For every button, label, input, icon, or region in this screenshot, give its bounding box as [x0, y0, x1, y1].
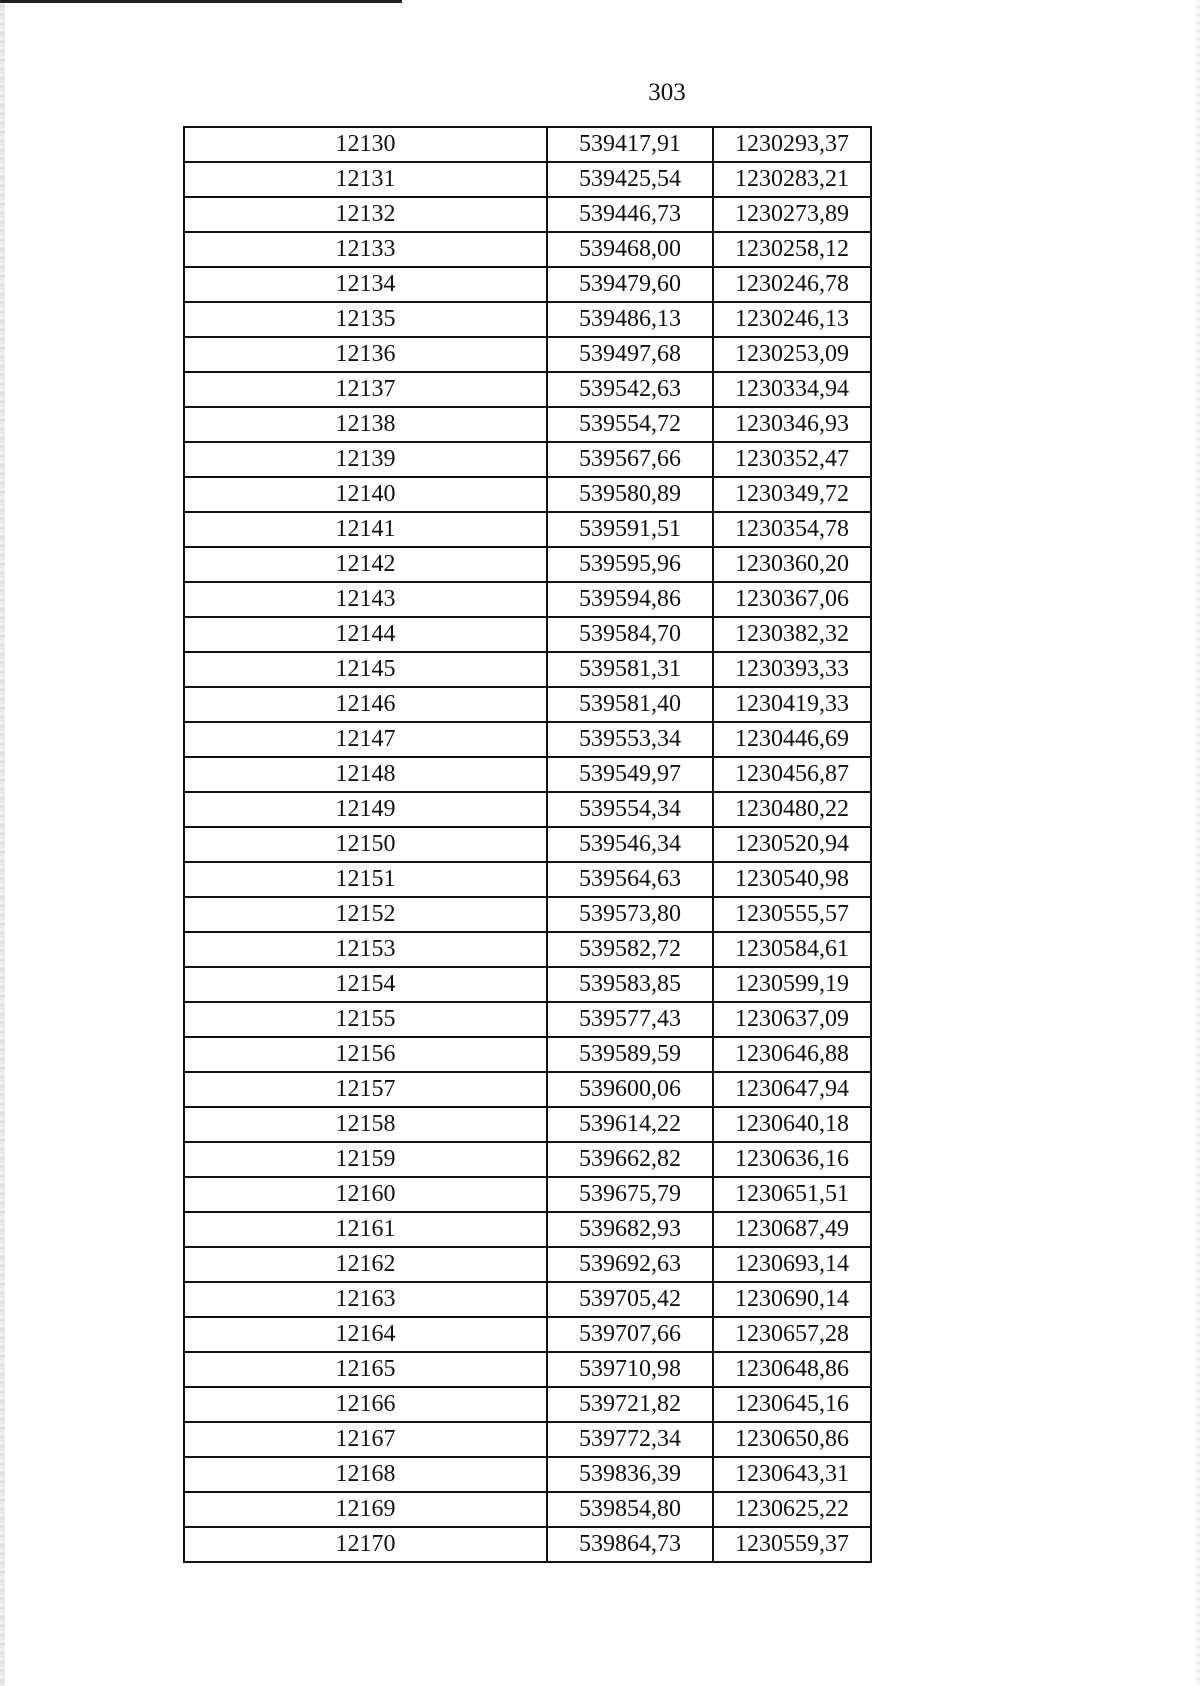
table-row	[184, 127, 871, 162]
point-number-cell: 12141	[184, 512, 547, 547]
y-coordinate-cell: 1230253,09	[713, 337, 871, 372]
y-coordinate-cell: 1230559,37	[713, 1527, 871, 1562]
table-row	[184, 267, 871, 302]
point-number-cell: 12162	[184, 1247, 547, 1282]
table-row	[184, 1352, 871, 1387]
y-coordinate-cell: 1230273,89	[713, 197, 871, 232]
point-number-cell: 12157	[184, 1072, 547, 1107]
x-coordinate-cell: 539567,66	[547, 442, 713, 477]
y-coordinate-cell: 1230584,61	[713, 932, 871, 967]
y-coordinate-cell: 1230346,93	[713, 407, 871, 442]
y-coordinate-cell: 1230657,28	[713, 1317, 871, 1352]
coordinates-table	[183, 126, 872, 1563]
point-number-cell: 12135	[184, 302, 547, 337]
point-number-cell: 12150	[184, 827, 547, 862]
y-coordinate-cell: 1230520,94	[713, 827, 871, 862]
point-number-cell: 12148	[184, 757, 547, 792]
y-coordinate-cell: 1230246,78	[713, 267, 871, 302]
x-coordinate-cell: 539675,79	[547, 1177, 713, 1212]
table-row	[184, 1527, 871, 1562]
y-coordinate-cell: 1230246,13	[713, 302, 871, 337]
table-row	[184, 1422, 871, 1457]
point-number-cell: 12156	[184, 1037, 547, 1072]
y-coordinate-cell: 1230687,49	[713, 1212, 871, 1247]
x-coordinate-cell: 539497,68	[547, 337, 713, 372]
y-coordinate-cell: 1230651,51	[713, 1177, 871, 1212]
y-coordinate-cell: 1230643,31	[713, 1457, 871, 1492]
x-coordinate-cell: 539772,34	[547, 1422, 713, 1457]
x-coordinate-cell: 539854,80	[547, 1492, 713, 1527]
point-number-cell: 12144	[184, 617, 547, 652]
y-coordinate-cell: 1230446,69	[713, 722, 871, 757]
y-coordinate-cell: 1230640,18	[713, 1107, 871, 1142]
x-coordinate-cell: 539584,70	[547, 617, 713, 652]
x-coordinate-cell: 539581,31	[547, 652, 713, 687]
y-coordinate-cell: 1230480,22	[713, 792, 871, 827]
point-number-cell: 12142	[184, 547, 547, 582]
table-row	[184, 162, 871, 197]
table-row	[184, 1387, 871, 1422]
x-coordinate-cell: 539692,63	[547, 1247, 713, 1282]
table-row	[184, 827, 871, 862]
y-coordinate-cell: 1230382,32	[713, 617, 871, 652]
point-number-cell: 12164	[184, 1317, 547, 1352]
x-coordinate-cell: 539573,80	[547, 897, 713, 932]
point-number-cell: 12146	[184, 687, 547, 722]
table-row	[184, 967, 871, 1002]
y-coordinate-cell: 1230419,33	[713, 687, 871, 722]
table-row	[184, 1072, 871, 1107]
x-coordinate-cell: 539864,73	[547, 1527, 713, 1562]
point-number-cell: 12165	[184, 1352, 547, 1387]
point-number-cell: 12134	[184, 267, 547, 302]
table-row	[184, 932, 871, 967]
table-row	[184, 337, 871, 372]
point-number-cell: 12140	[184, 477, 547, 512]
y-coordinate-cell: 1230367,06	[713, 582, 871, 617]
table-row	[184, 442, 871, 477]
y-coordinate-cell: 1230456,87	[713, 757, 871, 792]
point-number-cell: 12163	[184, 1282, 547, 1317]
table-row	[184, 582, 871, 617]
x-coordinate-cell: 539417,91	[547, 127, 713, 162]
table-row	[184, 547, 871, 582]
table-row	[184, 302, 871, 337]
table-row	[184, 477, 871, 512]
point-number-cell: 12147	[184, 722, 547, 757]
y-coordinate-cell: 1230599,19	[713, 967, 871, 1002]
x-coordinate-cell: 539594,86	[547, 582, 713, 617]
x-coordinate-cell: 539549,97	[547, 757, 713, 792]
x-coordinate-cell: 539581,40	[547, 687, 713, 722]
table-row	[184, 372, 871, 407]
table-row	[184, 1142, 871, 1177]
x-coordinate-cell: 539425,54	[547, 162, 713, 197]
point-number-cell: 12166	[184, 1387, 547, 1422]
point-number-cell: 12161	[184, 1212, 547, 1247]
x-coordinate-cell: 539583,85	[547, 967, 713, 1002]
x-coordinate-cell: 539710,98	[547, 1352, 713, 1387]
table-row	[184, 197, 871, 232]
x-coordinate-cell: 539564,63	[547, 862, 713, 897]
x-coordinate-cell: 539553,34	[547, 722, 713, 757]
x-coordinate-cell: 539582,72	[547, 932, 713, 967]
point-number-cell: 12136	[184, 337, 547, 372]
table-row	[184, 757, 871, 792]
x-coordinate-cell: 539600,06	[547, 1072, 713, 1107]
y-coordinate-cell: 1230555,57	[713, 897, 871, 932]
y-coordinate-cell: 1230645,16	[713, 1387, 871, 1422]
x-coordinate-cell: 539446,73	[547, 197, 713, 232]
table-row	[184, 1247, 871, 1282]
table-row	[184, 512, 871, 547]
point-number-cell: 12168	[184, 1457, 547, 1492]
point-number-cell: 12145	[184, 652, 547, 687]
table-row	[184, 232, 871, 267]
x-coordinate-cell: 539614,22	[547, 1107, 713, 1142]
table-row	[184, 1317, 871, 1352]
point-number-cell: 12132	[184, 197, 547, 232]
table-row	[184, 407, 871, 442]
scan-left-edge	[0, 0, 5, 1686]
x-coordinate-cell: 539589,59	[547, 1037, 713, 1072]
x-coordinate-cell: 539554,34	[547, 792, 713, 827]
y-coordinate-cell: 1230349,72	[713, 477, 871, 512]
y-coordinate-cell: 1230352,47	[713, 442, 871, 477]
table-row	[184, 722, 871, 757]
point-number-cell: 12151	[184, 862, 547, 897]
scan-right-edge	[1196, 0, 1200, 1686]
point-number-cell: 12152	[184, 897, 547, 932]
x-coordinate-cell: 539595,96	[547, 547, 713, 582]
x-coordinate-cell: 539542,63	[547, 372, 713, 407]
x-coordinate-cell: 539662,82	[547, 1142, 713, 1177]
point-number-cell: 12153	[184, 932, 547, 967]
y-coordinate-cell: 1230283,21	[713, 162, 871, 197]
point-number-cell: 12169	[184, 1492, 547, 1527]
point-number-cell: 12149	[184, 792, 547, 827]
point-number-cell: 12143	[184, 582, 547, 617]
y-coordinate-cell: 1230650,86	[713, 1422, 871, 1457]
x-coordinate-cell: 539591,51	[547, 512, 713, 547]
point-number-cell: 12158	[184, 1107, 547, 1142]
table-row	[184, 687, 871, 722]
y-coordinate-cell: 1230648,86	[713, 1352, 871, 1387]
x-coordinate-cell: 539682,93	[547, 1212, 713, 1247]
y-coordinate-cell: 1230540,98	[713, 862, 871, 897]
y-coordinate-cell: 1230393,33	[713, 652, 871, 687]
x-coordinate-cell: 539705,42	[547, 1282, 713, 1317]
y-coordinate-cell: 1230334,94	[713, 372, 871, 407]
y-coordinate-cell: 1230258,12	[713, 232, 871, 267]
y-coordinate-cell: 1230636,16	[713, 1142, 871, 1177]
x-coordinate-cell: 539546,34	[547, 827, 713, 862]
point-number-cell: 12160	[184, 1177, 547, 1212]
y-coordinate-cell: 1230354,78	[713, 512, 871, 547]
table-row	[184, 897, 871, 932]
point-number-cell: 12139	[184, 442, 547, 477]
point-number-cell: 12138	[184, 407, 547, 442]
point-number-cell: 12167	[184, 1422, 547, 1457]
y-coordinate-cell: 1230293,37	[713, 127, 871, 162]
table-row	[184, 652, 871, 687]
table-row	[184, 1492, 871, 1527]
table-row	[184, 1002, 871, 1037]
x-coordinate-cell: 539577,43	[547, 1002, 713, 1037]
point-number-cell: 12131	[184, 162, 547, 197]
table-row	[184, 1037, 871, 1072]
table-row	[184, 862, 871, 897]
x-coordinate-cell: 539486,13	[547, 302, 713, 337]
x-coordinate-cell: 539580,89	[547, 477, 713, 512]
coordinates-table-body	[184, 127, 871, 1562]
point-number-cell: 12155	[184, 1002, 547, 1037]
top-rule	[0, 0, 402, 3]
y-coordinate-cell: 1230625,22	[713, 1492, 871, 1527]
x-coordinate-cell: 539721,82	[547, 1387, 713, 1422]
y-coordinate-cell: 1230646,88	[713, 1037, 871, 1072]
point-number-cell: 12137	[184, 372, 547, 407]
x-coordinate-cell: 539468,00	[547, 232, 713, 267]
table-row	[184, 792, 871, 827]
point-number-cell: 12170	[184, 1527, 547, 1562]
point-number-cell: 12133	[184, 232, 547, 267]
table-row	[184, 1177, 871, 1212]
point-number-cell: 12130	[184, 127, 547, 162]
x-coordinate-cell: 539836,39	[547, 1457, 713, 1492]
y-coordinate-cell: 1230360,20	[713, 547, 871, 582]
point-number-cell: 12159	[184, 1142, 547, 1177]
table-row	[184, 617, 871, 652]
y-coordinate-cell: 1230693,14	[713, 1247, 871, 1282]
table-row	[184, 1282, 871, 1317]
table-row	[184, 1457, 871, 1492]
table-row	[184, 1212, 871, 1247]
y-coordinate-cell: 1230647,94	[713, 1072, 871, 1107]
y-coordinate-cell: 1230690,14	[713, 1282, 871, 1317]
x-coordinate-cell: 539554,72	[547, 407, 713, 442]
y-coordinate-cell: 1230637,09	[713, 1002, 871, 1037]
table-row	[184, 1107, 871, 1142]
page-number: 303	[648, 79, 686, 106]
point-number-cell: 12154	[184, 967, 547, 1002]
x-coordinate-cell: 539479,60	[547, 267, 713, 302]
x-coordinate-cell: 539707,66	[547, 1317, 713, 1352]
